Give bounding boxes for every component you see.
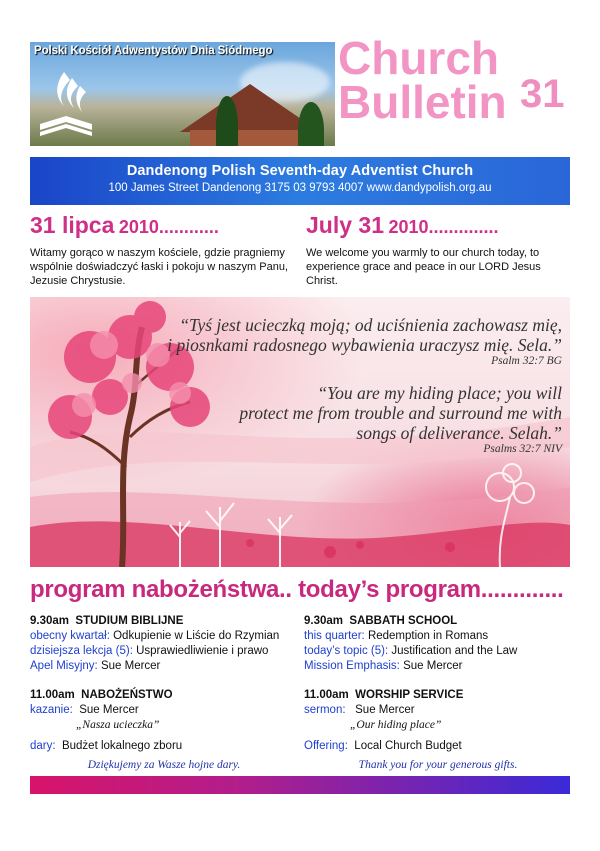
label: obecny kwartał: bbox=[30, 630, 110, 642]
label: dary: bbox=[30, 740, 56, 752]
sabbath-school-header-pl bbox=[30, 614, 298, 629]
time: 9.30am bbox=[30, 615, 70, 627]
verse-polish-line: i piosnkami radosnego wybawienia uraczysz mię. Sela.” bbox=[167, 335, 562, 355]
value: Local Church Budget bbox=[354, 740, 462, 752]
church-name: Dandenong Polish Seventh-day Adventist Church bbox=[126, 163, 474, 179]
church-wall bbox=[190, 130, 310, 146]
quarter-row-pl bbox=[30, 629, 298, 644]
sabbath-school-header-en bbox=[304, 614, 572, 629]
church-banner bbox=[30, 157, 570, 205]
photo-caption: Polski Kościół Adwentystów Dnia Siódmego bbox=[34, 45, 273, 57]
title-church-word: Church bbox=[338, 32, 499, 84]
quarter-row-en bbox=[304, 629, 572, 644]
label: kazanie: bbox=[30, 704, 73, 716]
offering-row-pl bbox=[30, 739, 298, 754]
thanks-en: Thank you for your generous gifts. bbox=[358, 759, 518, 771]
date-polish bbox=[30, 212, 219, 239]
photo-tree bbox=[298, 102, 324, 146]
label: today’s topic (5): bbox=[304, 645, 389, 657]
sermon-row-pl bbox=[30, 703, 298, 718]
title-bulletin-word: Bulletin bbox=[338, 76, 507, 128]
program-heading: program nabożeństwa.. today’s program............. bbox=[30, 576, 564, 603]
church-photo bbox=[30, 42, 335, 146]
value: Redemption in Romans bbox=[367, 630, 489, 642]
offering-row-en bbox=[304, 739, 572, 754]
label: dzisiejsza lekcja (5): bbox=[30, 645, 133, 657]
mission-row-pl bbox=[30, 659, 298, 674]
section-title: STUDIUM BIBLIJNE bbox=[75, 615, 184, 627]
time: 11.00am bbox=[304, 689, 349, 701]
section-title: SABBATH SCHOOL bbox=[349, 615, 458, 627]
date-polish-year: 2010............ bbox=[118, 217, 219, 237]
verse-polish-line: “Tyś jest ucieczką moją; od uciśnienia zachowasz mię, bbox=[179, 315, 562, 335]
verse-english-line: protect me from trouble and surround me with bbox=[239, 403, 562, 423]
program-english bbox=[304, 614, 572, 773]
worship-header-en bbox=[304, 688, 572, 703]
mission-row-en bbox=[304, 659, 572, 674]
verse-polish bbox=[167, 315, 562, 368]
time: 11.00am bbox=[30, 689, 75, 701]
value: Sue Mercer bbox=[79, 704, 139, 716]
worship-header-pl bbox=[30, 688, 298, 703]
bulletin-title bbox=[338, 32, 507, 128]
welcome-english: We welcome you warmly to our church today, to experience grace and peace in our LORD Jesus Christ. bbox=[306, 247, 541, 287]
verse-english bbox=[239, 383, 562, 456]
label: this quarter: bbox=[304, 630, 365, 642]
sermon-title-en: „Our hiding place” bbox=[350, 719, 442, 731]
value: Sue Mercer bbox=[100, 660, 161, 672]
value: Justification and the Law bbox=[391, 645, 518, 657]
footer-bar bbox=[30, 776, 570, 794]
sermon-title-pl: „Nasza ucieczka” bbox=[76, 719, 160, 731]
verse-english-line: songs of deliverance. Selah.” bbox=[356, 423, 562, 443]
date-english bbox=[306, 212, 499, 239]
welcome-polish: Witamy gorąco w naszym kościele, gdzie pragniemy wspólnie doświadczyć łaski i pokoju w naszym Panu, Jezusie Chrystusie. bbox=[30, 247, 289, 287]
thanks-pl: Dziękujemy za Wasze hojne dary. bbox=[87, 759, 241, 771]
adventist-logo-icon bbox=[34, 68, 98, 144]
verse-polish-reference: Psalm 32:7 BG bbox=[491, 355, 562, 367]
value: Sue Mercer bbox=[403, 660, 463, 672]
section-title: NABOŻEŃSTWO bbox=[81, 689, 173, 701]
date-english-year: 2010.............. bbox=[388, 217, 499, 237]
date-polish-day: 31 lipca bbox=[30, 212, 115, 238]
issue-number: 31 bbox=[520, 72, 565, 116]
label: sermon: bbox=[304, 704, 346, 716]
value: Odkupienie w Liście do Rzymian bbox=[113, 630, 280, 642]
label: Mission Emphasis: bbox=[304, 660, 400, 672]
section-title: WORSHIP SERVICE bbox=[355, 689, 464, 701]
church-address: 100 James Street Dandenong 3175 03 9793 4007 www.dandypolish.org.au bbox=[108, 182, 492, 194]
value: Usprawiedliwienie i prawo bbox=[136, 645, 269, 657]
value: Budżet lokalnego zboru bbox=[61, 740, 183, 752]
scripture-artwork bbox=[30, 297, 570, 567]
verse-english-reference: Psalms 32:7 NIV bbox=[483, 443, 562, 455]
topic-row-en bbox=[304, 644, 572, 659]
date-english-day: July 31 bbox=[306, 212, 384, 238]
verse-english-line: “You are my hiding place; you will bbox=[317, 383, 562, 403]
sermon-row-en bbox=[304, 703, 572, 718]
time: 9.30am bbox=[304, 615, 344, 627]
label: Offering: bbox=[304, 740, 348, 752]
lesson-row-pl bbox=[30, 644, 298, 659]
value: Sue Mercer bbox=[355, 704, 415, 716]
label: Apel Misyjny: bbox=[30, 660, 98, 672]
program-polish bbox=[30, 614, 298, 773]
